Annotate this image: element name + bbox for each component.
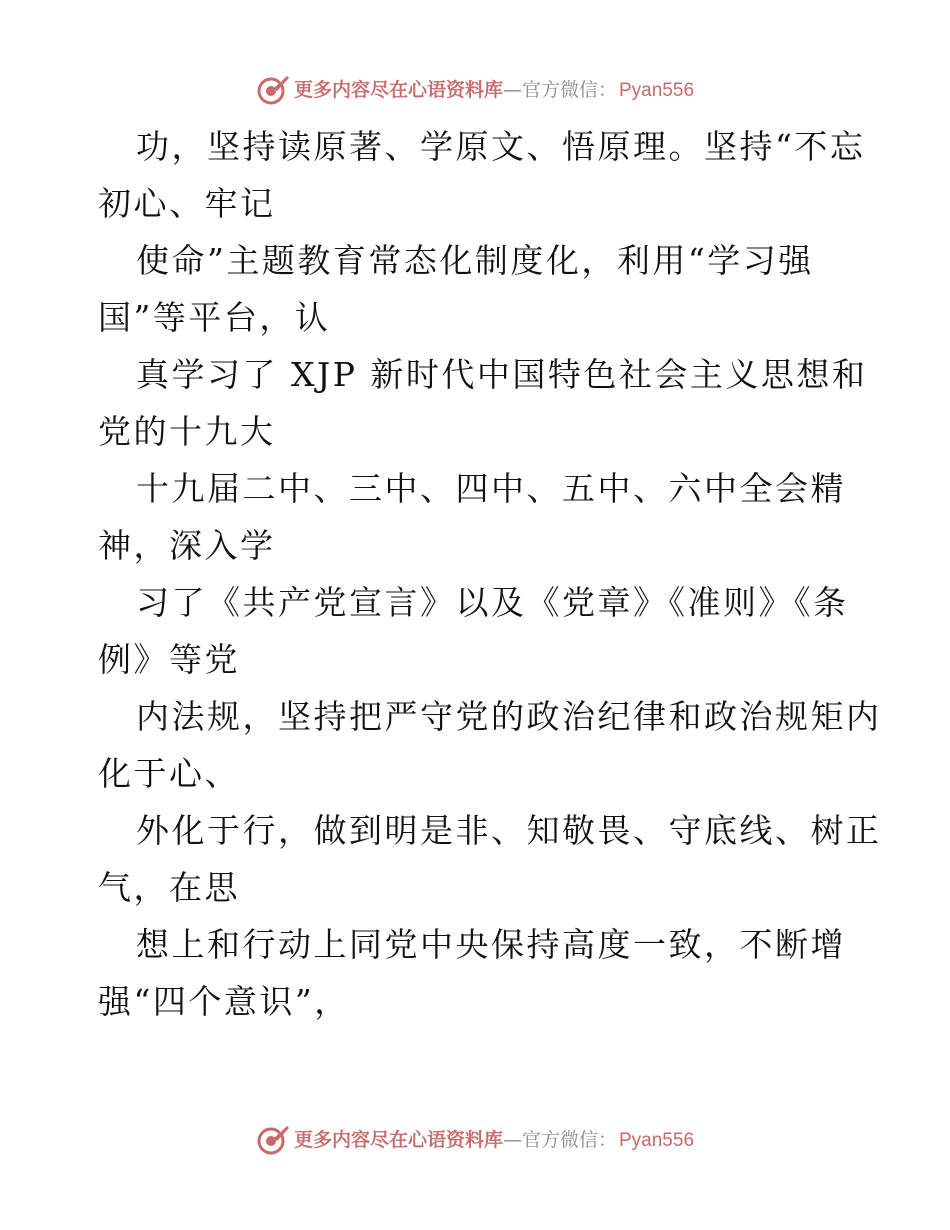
quill-seal-icon [256, 1123, 290, 1157]
paragraph-line: 气，在思 [98, 868, 240, 907]
paragraph-line: 习了《共产党宣言》以及《党章》《准则》《条 [136, 583, 849, 622]
paragraph-line: 强“四个意识”， [98, 982, 350, 1021]
paragraph-line: 十九届二中、三中、四中、五中、六中全会精 [136, 469, 846, 508]
paragraph-line: 例》等党 [98, 640, 240, 679]
quill-seal-icon [256, 73, 290, 107]
paragraph-line: 国”等平台，认 [98, 298, 331, 337]
paragraph-line: 真学习了 XJP 新时代中国特色社会主义思想和 [136, 355, 868, 394]
watermark-wechat-label: 官方微信： [521, 1128, 617, 1151]
watermark-main-text: 更多内容尽在心语资料库 [293, 1128, 503, 1151]
paragraph-8 [98, 916, 858, 1030]
paragraph-line: 想上和行动上同党中央保持高度一致，不断增 [136, 925, 846, 964]
watermark-wechat-id: Pyan556 [619, 79, 695, 101]
watermark-wechat-label: 官方微信： [521, 78, 617, 101]
paragraph-1 [98, 118, 866, 232]
paragraph-5 [98, 574, 858, 688]
paragraph-line: 内法规，坚持把严守党的政治纪律和政治规矩内 [136, 697, 882, 736]
paragraph-3 [98, 346, 868, 460]
paragraph-4 [98, 460, 858, 574]
footer-watermark [0, 1120, 950, 1160]
paragraph-line: 功，坚持读原著、学原文、悟原理。坚持“不忘 [136, 127, 866, 166]
paragraph-line: 使命”主题教育常态化制度化，利用“学习强 [136, 241, 814, 280]
paragraph-line: 神，深入学 [98, 526, 276, 565]
paragraph-6 [98, 688, 882, 802]
watermark-main-text: 更多内容尽在心语资料库 [293, 78, 503, 101]
paragraph-7 [98, 802, 882, 916]
watermark-wechat-id: Pyan556 [619, 1129, 695, 1151]
paragraph-line: 党的十九大 [98, 412, 276, 451]
paragraph-line: 初心、牢记 [98, 184, 276, 223]
document-body [98, 118, 882, 1030]
watermark-dash: — [502, 78, 522, 101]
paragraph-2 [98, 232, 858, 346]
watermark-dash: — [502, 1128, 522, 1151]
paragraph-line: 外化于行，做到明是非、知敬畏、守底线、树正 [136, 811, 882, 850]
paragraph-line: 化于心、 [98, 754, 240, 793]
header-watermark [0, 70, 950, 110]
